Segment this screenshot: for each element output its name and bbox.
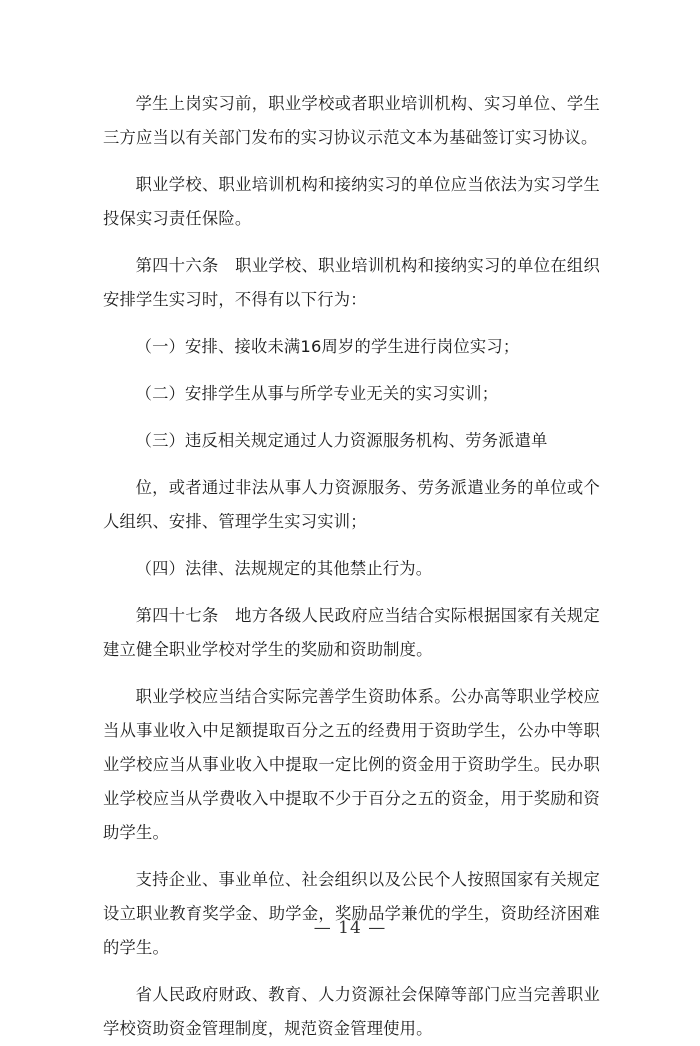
page-number: — 14 — bbox=[313, 918, 387, 938]
document-body bbox=[103, 87, 600, 1046]
article-46-item-1: （一）安排、接收未满16周岁的学生进行岗位实习； bbox=[135, 337, 520, 356]
paragraph-student-aid-system: 职业学校应当结合实际完善学生资助体系。公办高等职业学校应当从事业收入中足额提取百分之五的经费用于资助学生，公办中等职业学校应当从事业收入中提取一定比例的资金用于资助学生。民办职业学校应当从学费收入中提取不少于百分之五的资金，用于奖励和资助学生。 bbox=[103, 687, 600, 842]
article-46-item-2: （二）安排学生从事与所学专业无关的实习实训； bbox=[135, 384, 499, 403]
article-46-item-4: （四）法律、法规规定的其他禁止行为。 bbox=[135, 559, 433, 578]
paragraph-liability-insurance: 职业学校、职业培训机构和接纳实习的单位应当依法为实习学生投保实习责任保险。 bbox=[103, 175, 600, 228]
paragraph-scholarships: 支持企业、事业单位、社会组织以及公民个人按照国家有关规定设立职业教育奖学金、助学金，奖励品学兼优的学生，资助经济困难的学生。 bbox=[103, 870, 600, 957]
article-46-item-3: （三）违反相关规定通过人力资源服务机构、劳务派遣单 bbox=[135, 431, 548, 450]
paragraph-fund-management: 省人民政府财政、教育、人力资源社会保障等部门应当完善职业学校资助资金管理制度，规范资金管理使用。 bbox=[103, 985, 600, 1038]
article-46-heading: 第四十六条 职业学校、职业培训机构和接纳实习的单位在组织安排学生实习时，不得有以下行为： bbox=[103, 256, 600, 309]
paragraph-internship-agreement: 学生上岗实习前，职业学校或者职业培训机构、实习单位、学生三方应当以有关部门发布的实习协议示范文本为基础签订实习协议。 bbox=[103, 94, 600, 147]
article-46-item-3-continued: 位，或者通过非法从事人力资源服务、劳务派遣业务的单位或个人组织、安排、管理学生实习实训； bbox=[103, 478, 600, 531]
article-47-heading: 第四十七条 地方各级人民政府应当结合实际根据国家有关规定建立健全职业学校对学生的奖励和资助制度。 bbox=[103, 606, 600, 659]
